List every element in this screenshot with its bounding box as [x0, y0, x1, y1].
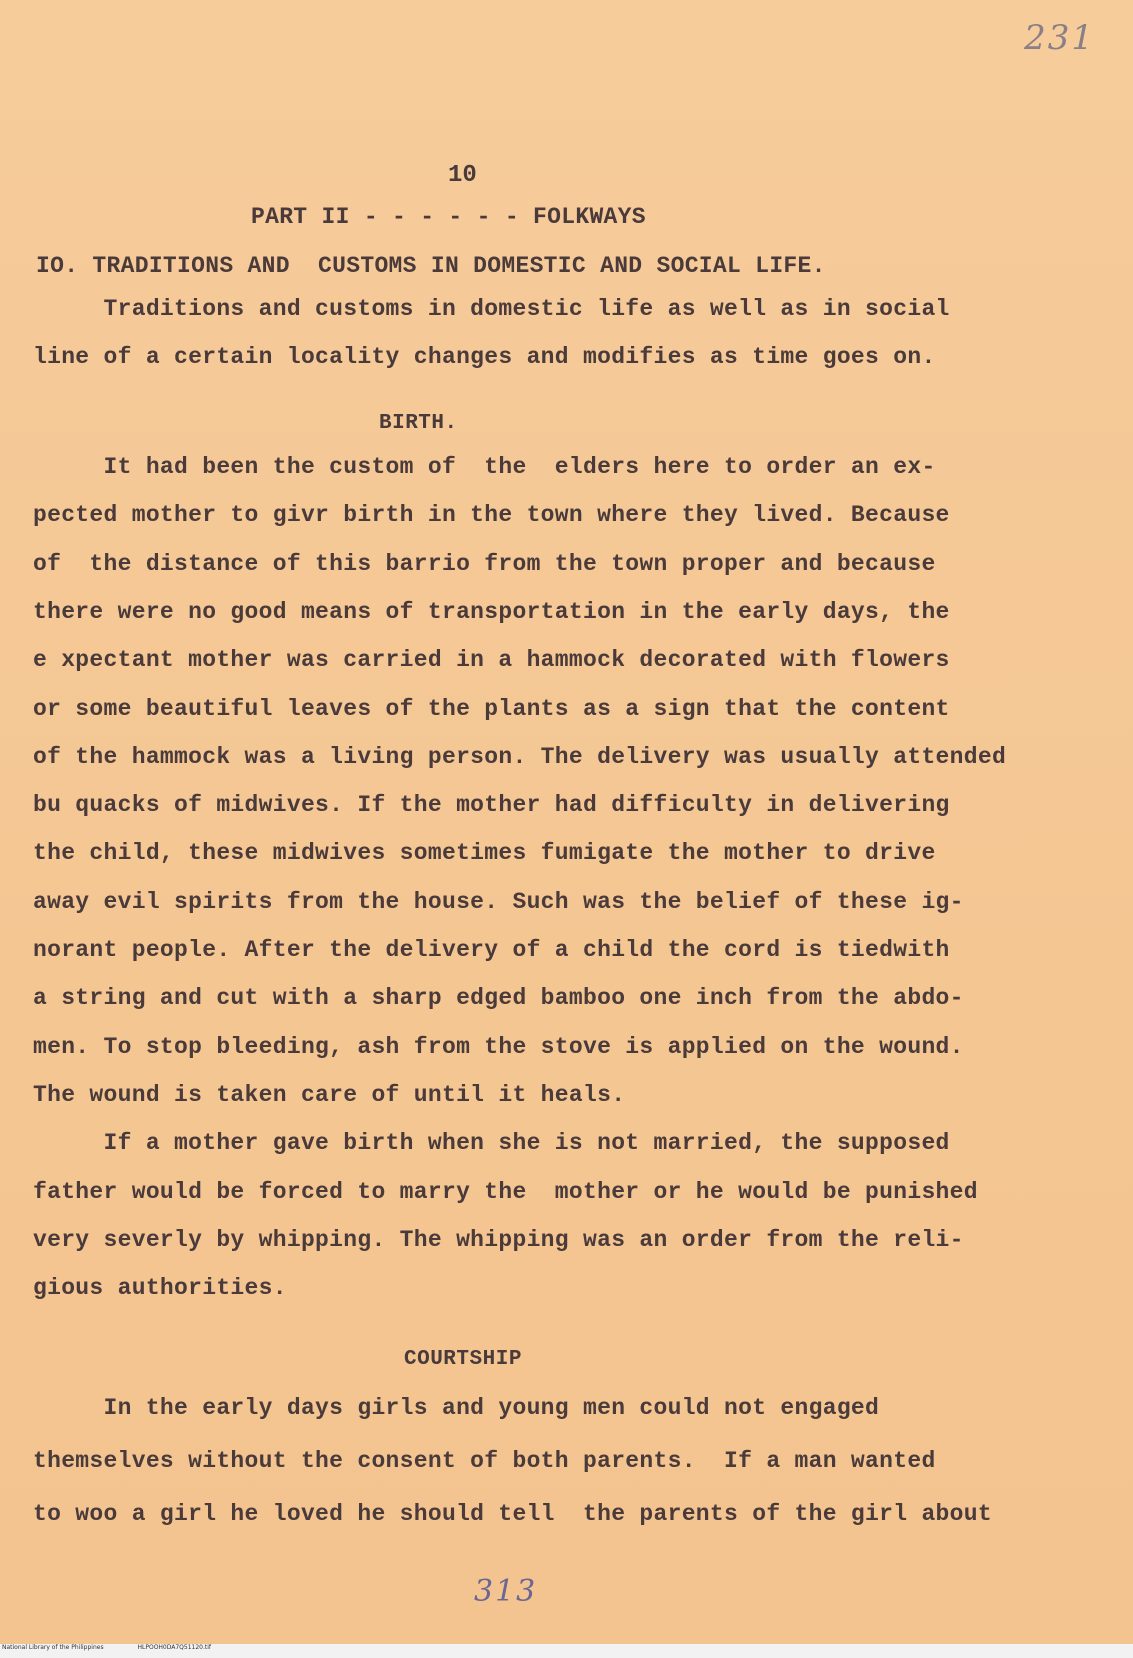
text-line: of the hammock was a living person. The delivery was usually attended — [33, 743, 1007, 770]
text-line: gious authorities. — [33, 1275, 287, 1302]
text-line: The wound is taken care of until it heals. — [33, 1081, 626, 1108]
text-line: a string and cut with a sharp edged bamboo one inch from the abdo- — [33, 985, 964, 1012]
text-line: themselves without the consent of both parents. If a man wanted — [33, 1448, 936, 1474]
text-line: the child, these midwives sometimes fumigate the mother to drive — [33, 840, 936, 867]
text-line: very severly by whipping. The whipping was an order from the reli- — [33, 1226, 964, 1253]
text-line: Traditions and customs in domestic life as well as in social — [33, 296, 950, 322]
text-line: bu quacks of midwives. If the mother had difficulty in delivering — [33, 792, 950, 819]
page-number: 10 — [448, 162, 477, 189]
courtship-heading: COURTSHIP — [404, 1348, 522, 1371]
text-line: to woo a girl he loved he should tell the parents of the girl about — [33, 1501, 992, 1527]
scan-footer — [0, 1644, 1133, 1658]
birth-heading: BIRTH. — [379, 412, 458, 435]
text-line: away evil spirits from the house. Such was the belief of these ig- — [33, 888, 964, 915]
text-line: pected mother to givr birth in the town where they lived. Because — [33, 502, 950, 529]
text-line: e xpectant mother was carried in a hammock decorated with flowers — [33, 647, 950, 674]
text-line: of the distance of this barrio from the town proper and because — [33, 550, 936, 577]
text-line: line of a certain locality changes and modifies as time goes on. — [33, 344, 936, 370]
text-line: norant people. After the delivery of a child the cord is tiedwith — [33, 937, 950, 963]
text-line: If a mother gave birth when she is not married, the supposed — [33, 1130, 950, 1157]
footer-file: HLPOOH0DA7Q51120.tif — [137, 1644, 212, 1651]
footer-library: National Library of the Philippines — [2, 1644, 104, 1651]
text-line: or some beautiful leaves of the plants as a sign that the content — [33, 695, 950, 722]
text-line: there were no good means of transportation in the early days, the — [33, 598, 950, 625]
text-line: father would be forced to marry the mother or he would be punished — [33, 1178, 978, 1205]
text-line: men. To stop bleeding, ash from the stove is applied on the wound. — [33, 1033, 964, 1060]
section-heading: IO. TRADITIONS AND CUSTOMS IN DOMESTIC AND SOCIAL LIFE. — [36, 253, 826, 279]
text-line: It had been the custom of the elders here to order an ex- — [33, 454, 936, 480]
handwritten-folio-number: 231 — [1024, 18, 1095, 58]
part-heading: PART II - - - - - - FOLKWAYS — [251, 204, 646, 230]
handwritten-page-stamp: 313 — [474, 1574, 538, 1609]
text-line: In the early days girls and young men could not engaged — [33, 1395, 880, 1421]
